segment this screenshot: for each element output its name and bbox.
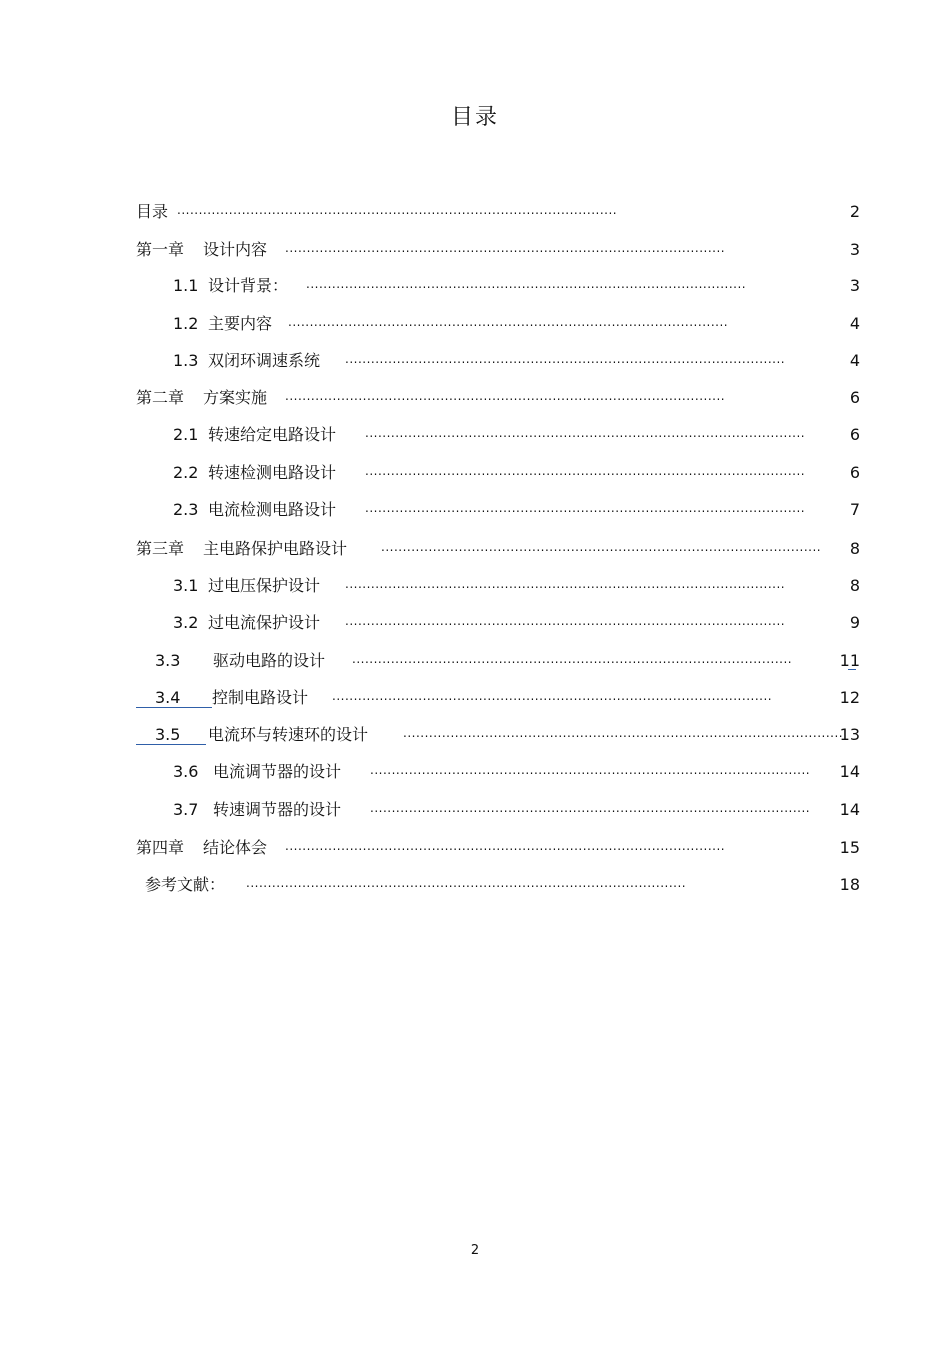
toc-entry-page: 11 (839, 651, 860, 670)
entry-underline (136, 707, 212, 708)
toc-entry-page: 8 (849, 539, 860, 558)
toc-entry-page: 9 (849, 613, 860, 632)
toc-entry-number: 3.4 (155, 688, 181, 707)
toc-entry-title: 转速给定电路设计 (208, 425, 337, 444)
toc-entry-number: 1.3 (173, 351, 199, 370)
toc-entry-title: 电流环与转速环的设计 (208, 725, 369, 744)
toc-entry-number: 3.6 (173, 762, 199, 781)
toc-entry-page: 15 (839, 838, 860, 857)
toc-entry-number: 第一章 (136, 240, 185, 259)
toc-entry-page: 3 (849, 276, 860, 295)
toc-entry-page: 13 (839, 725, 860, 744)
toc-entry-number: 2.2 (173, 463, 199, 482)
toc-leader: ...................................................................................................... (370, 763, 811, 777)
toc-entry-number: 3.3 (155, 651, 181, 670)
toc-leader: ...................................................................................................... (246, 876, 687, 890)
toc-entry-title: 方案实施 (203, 388, 268, 407)
toc-entry-title: 过电流保护设计 (208, 613, 321, 632)
toc-entry-title: 驱动电路的设计 (213, 651, 326, 670)
toc-entry-number: 第三章 (136, 539, 185, 558)
toc-entry-number: 第四章 (136, 838, 185, 857)
toc-entry-page: 4 (849, 314, 860, 333)
toc-leader: ...................................................................................................... (288, 315, 729, 329)
toc-entry-title: 主要内容 (208, 314, 273, 333)
toc-entry-page: 2 (849, 202, 860, 221)
toc-leader: ...................................................................................................... (381, 540, 822, 554)
toc-entry-title: 结论体会 (203, 838, 268, 857)
toc-entry-page: 6 (849, 463, 860, 482)
page-number: 2 (470, 1243, 480, 1258)
toc-entry-page: 4 (849, 351, 860, 370)
toc-entry[interactable] (0, 797, 950, 823)
toc-entry-number: 3.5 (155, 725, 181, 744)
toc-entry[interactable] (0, 422, 950, 448)
toc-leader: ...................................................................................................... (345, 614, 786, 628)
toc-entry-title: 设计内容 (203, 240, 268, 259)
toc-entry[interactable] (0, 835, 950, 861)
toc-entry-title: 过电压保护设计 (208, 576, 321, 595)
toc-leader: ...................................................................................................... (306, 277, 747, 291)
toc-entry-title: 设计背景： (208, 276, 289, 295)
toc-entry-number: 1.2 (173, 314, 199, 333)
toc-leader: ...................................................................................................... (365, 464, 806, 478)
toc-leader: ...................................................................................................... (177, 203, 618, 217)
toc-entry[interactable] (0, 610, 950, 636)
toc-entry-page: 3 (849, 240, 860, 259)
toc-entry-title: 控制电路设计 (212, 688, 309, 707)
entry-underline (136, 744, 206, 745)
toc-leader: ...................................................................................................... (285, 839, 726, 853)
toc-entry-page: 12 (839, 688, 860, 707)
toc-leader: ...................................................................................................... (285, 241, 726, 255)
toc-leader: ...................................................................................................... (365, 501, 806, 515)
toc-entry-title: 参考文献： (145, 875, 226, 894)
toc-entry[interactable] (0, 273, 950, 299)
toc-leader: ...................................................................................................... (403, 726, 844, 740)
toc-entry-number: 3.1 (173, 576, 199, 595)
toc-entry-page: 7 (849, 500, 860, 519)
toc-entry[interactable] (0, 573, 950, 599)
toc-entry-number: 2.1 (173, 425, 199, 444)
toc-entry-title: 双闭环调速系统 (208, 351, 321, 370)
toc-leader: ...................................................................................................... (332, 689, 773, 703)
toc-entry-page: 8 (849, 576, 860, 595)
toc-entry-number: 1.1 (173, 276, 199, 295)
toc-entry-title: 目录 (136, 202, 169, 221)
toc-entry-title: 转速检测电路设计 (208, 463, 337, 482)
toc-entry[interactable] (0, 385, 950, 411)
toc-entry[interactable] (0, 872, 950, 898)
toc-entry-page: 6 (849, 425, 860, 444)
toc-entry-number: 3.7 (173, 800, 199, 819)
toc-entry[interactable] (0, 460, 950, 486)
toc-entry-title: 转速调节器的设计 (213, 800, 342, 819)
toc-entry[interactable] (0, 237, 950, 263)
toc-entry[interactable] (0, 311, 950, 337)
toc-entry-title: 电流检测电路设计 (208, 500, 337, 519)
toc-entry[interactable] (0, 348, 950, 374)
toc-entry[interactable] (0, 648, 950, 674)
toc-entry-title: 主电路保护电路设计 (203, 539, 348, 558)
toc-leader: ...................................................................................................... (345, 352, 786, 366)
toc-leader: ...................................................................................................... (345, 577, 786, 591)
toc-entry-page: 14 (839, 800, 860, 819)
toc-entry-number: 3.2 (173, 613, 199, 632)
toc-leader: ...................................................................................................... (352, 652, 793, 666)
toc-entry-number: 第二章 (136, 388, 185, 407)
toc-entry-title: 电流调节器的设计 (213, 762, 342, 781)
page-number-underline (848, 669, 856, 670)
toc-entry-page: 14 (839, 762, 860, 781)
toc-entry-page: 18 (839, 875, 860, 894)
toc-leader: ...................................................................................................... (285, 389, 726, 403)
toc-entry[interactable] (0, 497, 950, 523)
toc-entry-page: 6 (849, 388, 860, 407)
toc-entry[interactable] (0, 199, 950, 225)
toc-entry[interactable] (0, 536, 950, 562)
toc-leader: ...................................................................................................... (370, 801, 811, 815)
page-title: 目录 (450, 105, 499, 130)
toc-leader: ...................................................................................................... (365, 426, 806, 440)
toc-entry[interactable] (0, 759, 950, 785)
toc-entry-number: 2.3 (173, 500, 199, 519)
